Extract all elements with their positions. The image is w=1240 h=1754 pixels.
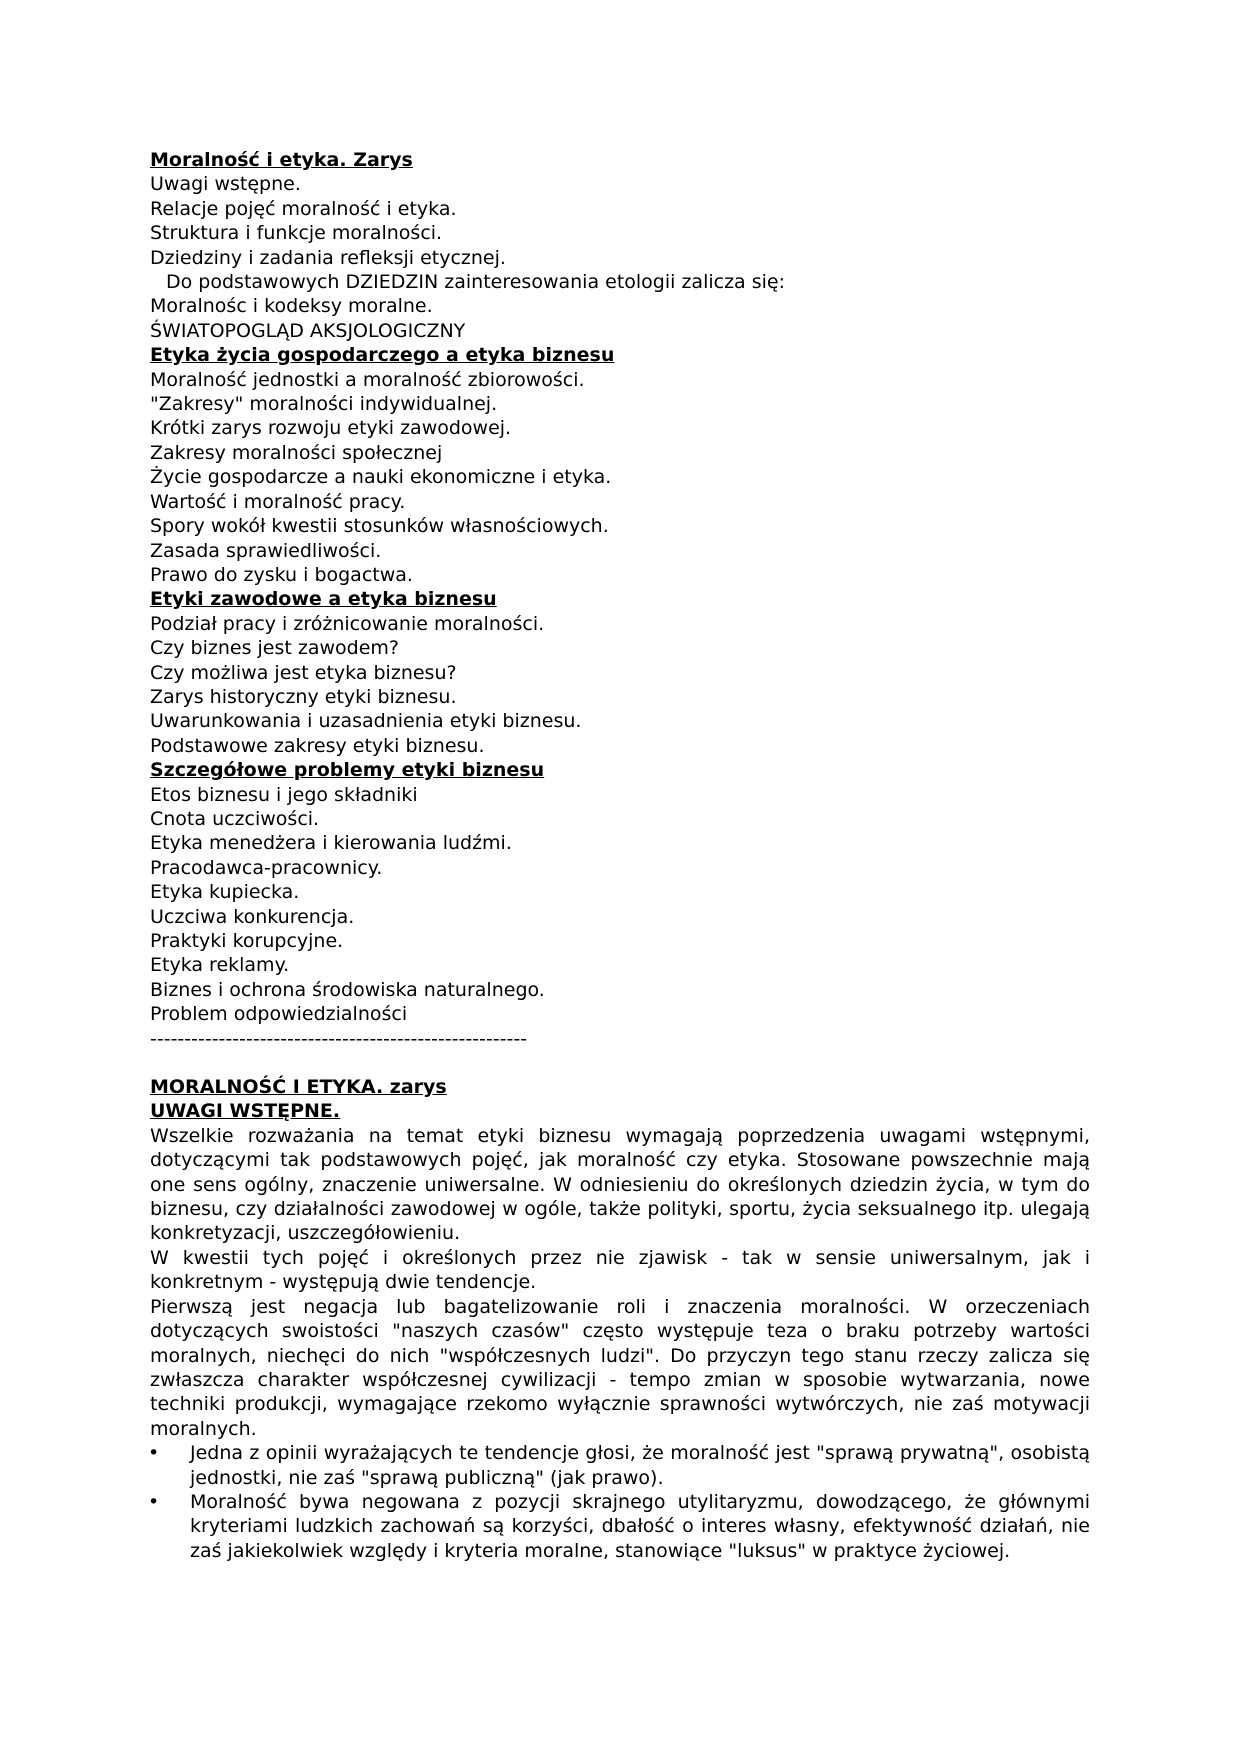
outline-line: Krótki zarys rozwoju etyki zawodowej. (150, 417, 512, 440)
bullet-text: Moralność bywa negowana z pozycji skrajnego utylitaryzmu, dowodzącego, że głównymi kryteriami ludzkich zachowań są korzyści, dbałość o interes własny, efektywność działań, nie zaś jakiekolwiek względy i kryteria moralne, stanowiące "luksus" w praktyce życiowej. (190, 1490, 1090, 1562)
body-title: MORALNOŚĆ I ETYKA. zarys (150, 1076, 447, 1099)
outline-line: Zakresy moralności społecznej (150, 441, 443, 464)
outline-line: Pracodawca-pracownicy. (150, 856, 383, 879)
bullet-text: Jedna z opinii wyrażających te tendencje głosi, że moralność jest "sprawą prywatną", osobistą jednostki, nie zaś "sprawą publiczną" (jak prawo). (190, 1442, 1090, 1489)
outline-line: Zasada sprawiedliwości. (150, 539, 382, 562)
outline-line: Do podstawowych DZIEDZIN zainteresowania etologii zalicza się: (166, 271, 786, 294)
outline-line: Czy biznes jest zawodem? (150, 637, 399, 660)
body-paragraph: W kwestii tych pojęć i określonych przez nie zjawisk - tak w sensie uniwersalnym, jak i konkretnym - występują dwie tendencje. (150, 1246, 1090, 1294)
outline-line: Podstawowe zakresy etyki biznesu. (150, 734, 485, 757)
outline-line: Etyka menedżera i kierowania ludźmi. (150, 832, 512, 855)
blank-line (150, 1051, 1090, 1075)
outline-line: Uwagi wstępne. (150, 173, 301, 196)
outline-line: Prawo do zysku i bogactwa. (150, 563, 413, 586)
outline-line: Wartość i moralność pracy. (150, 490, 406, 513)
separator-line: ------------------------------------------------------- (150, 1027, 528, 1050)
section-heading: Etyki zawodowe a etyka biznesu (150, 588, 497, 611)
outline-line: Problem odpowiedzialności (150, 1003, 408, 1026)
outline-line: Uczciwa konkurencja. (150, 905, 355, 928)
outline-line: Czy możliwa jest etyka biznesu? (150, 661, 457, 684)
outline-line: Życie gospodarcze a nauki ekonomiczne i etyka. (150, 466, 612, 489)
outline-line: Spory wokół kwestii stosunków własnościowych. (150, 515, 609, 538)
outline-line: Moralność jednostki a moralność zbiorowości. (150, 368, 585, 391)
outline-line: Biznes i ochrona środowiska naturalnego. (150, 978, 545, 1001)
outline-line: Podział pracy i zróżnicowanie moralności. (150, 612, 545, 635)
outline-line: Relacje pojęć moralność i etyka. (150, 197, 457, 220)
outline-line: Dziedziny i zadania refleksji etycznej. (150, 246, 506, 269)
body-subtitle: UWAGI WSTĘPNE. (150, 1100, 341, 1123)
body-paragraph: Wszelkie rozważania na temat etyki biznesu wymagają poprzedzenia uwagami wstępnymi, dotyczącymi tak podstawowych pojęć, jak moralność czy etyka. Stosowane powszechnie mają one sens ogólny, znaczenie uniwersalne. W odniesieniu do określonych dziedzin życia, w tym do biznesu, czy działalności zawodowej w ogóle, także polityki, sportu, życia seksualnego itp. ulegają konkretyzacji, uszczegółowieniu. (150, 1124, 1090, 1245)
outline-line: ŚWIATOPOGLĄD AKSJOLOGICZNY (150, 319, 466, 342)
outline-line: Moralnośc i kodeksy moralne. (150, 295, 433, 318)
outline-line: Etos biznesu i jego składniki (150, 783, 418, 806)
outline-line: Zarys historyczny etyki biznesu. (150, 685, 457, 708)
outline-line: Uwarunkowania i uzasadnienia etyki biznesu. (150, 710, 582, 733)
body-paragraph: Pierwszą jest negacja lub bagatelizowanie roli i znaczenia moralności. W orzeczeniach dotyczących swoistości "naszych czasów" często występuje teza o braku potrzeby wartości moralnych, niechęci do nich "współczesnych ludzi". Do przyczyn tego stanu rzeczy zalicza się zwłaszcza charakter współczesnej cywilizacji - tempo zmian w sposobie wytwarzania, nowe techniki produkcji, wymagające rzekomo wyłącznie sprawności wytwórczych, nie zaś motywacji moralnych. (150, 1295, 1090, 1440)
bullet-item (150, 1441, 1090, 1490)
document-page (150, 148, 1090, 1563)
outline-line: Praktyki korupcyjne. (150, 930, 344, 952)
outline-line: Etyka kupiecka. (150, 881, 300, 904)
bullet-icon: • (148, 1490, 160, 1513)
outline-title: Moralność i etyka. Zarys (150, 149, 413, 171)
outline-line: Struktura i funkcje moralności. (150, 222, 443, 245)
outline-line: "Zakresy" moralności indywidualnej. (150, 393, 498, 416)
section-heading: Etyka życia gospodarczego a etyka biznesu (150, 344, 615, 367)
section-heading: Szczegółowe problemy etyki biznesu (150, 759, 545, 782)
outline-line: Etyka reklamy. (150, 954, 290, 977)
bullet-icon: • (148, 1442, 160, 1465)
outline-line: Cnota uczciwości. (150, 807, 320, 830)
bullet-item (150, 1490, 1090, 1563)
